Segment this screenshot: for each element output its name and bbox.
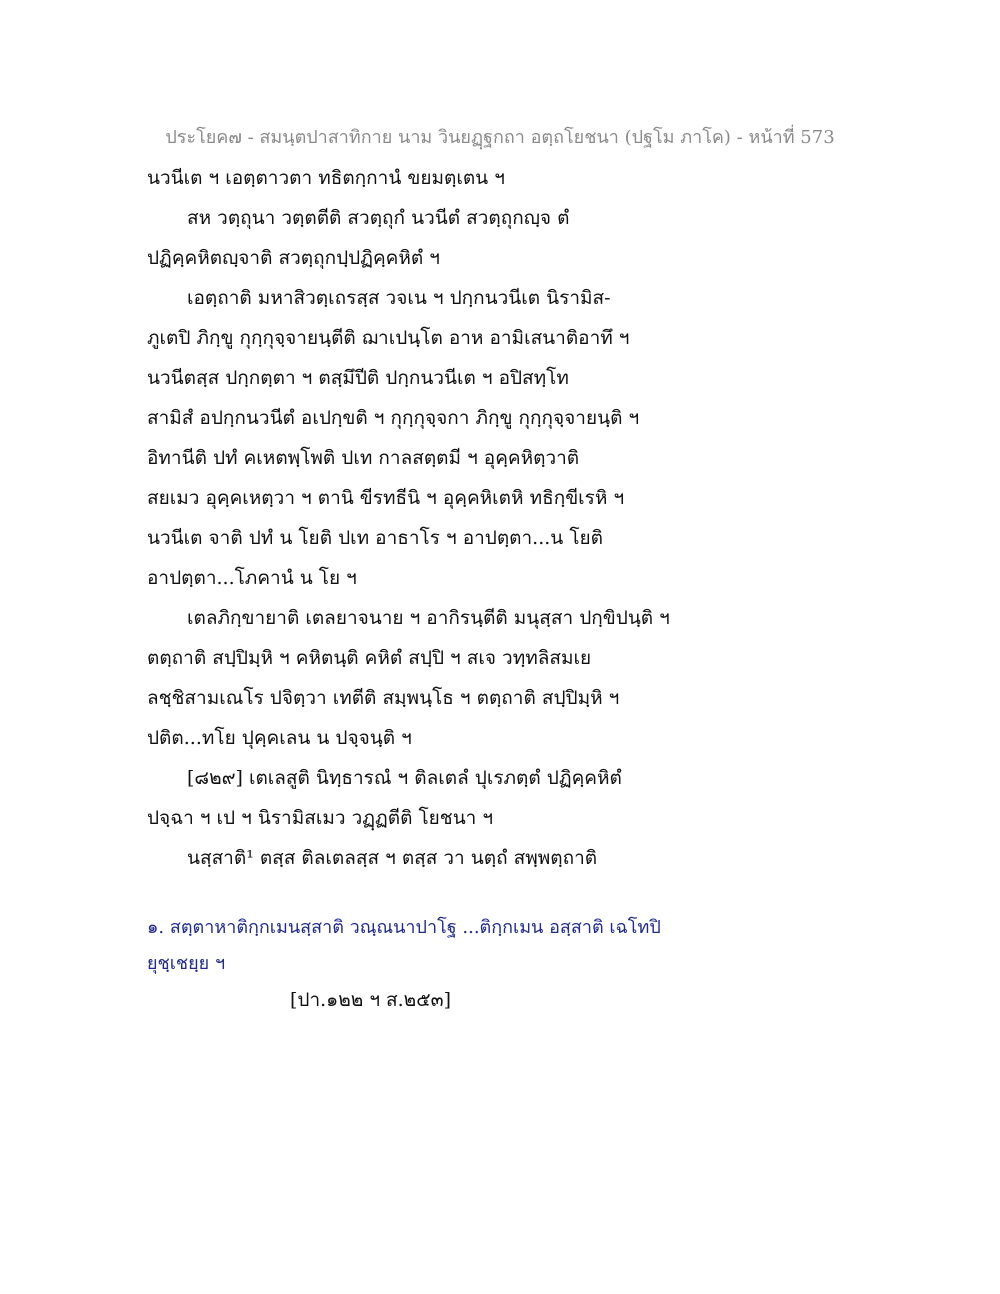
body-line: ภูเตปิ ภิกฺขู กุกฺกุจฺจายนฺตีติ ฌาเปนฺโต อาห อามิเสนาติอาทึ ฯ <box>147 327 630 349</box>
body-line: ปจฺฉา ฯ เป ฯ นิรามิสเมว วฏฺฏตีติ โยชนา ฯ <box>147 807 494 829</box>
body-line: สามิสํ อปกฺกนวนีตํ อเปกฺขติ ฯ กุกฺกุจฺจกา ภิกฺขู กุกฺกุจฺจายนฺติ ฯ <box>147 407 640 429</box>
footnote <box>147 910 867 982</box>
body-line: นวนีตสฺส ปกฺกตฺตา ฯ ตสฺมึปีติ ปกฺกนวนีเต ฯ อปิสทฺโท <box>147 367 569 389</box>
page-reference: [ปา.๑๒๒ ฯ ส.๒๕๓] <box>290 989 451 1011</box>
body-text <box>147 158 867 878</box>
body-line: เอตฺถาติ มหาสิวตฺเถรสฺส วจเน ฯ ปกฺกนวนีเต นิรามิส- <box>187 287 611 309</box>
body-line: ปติต...ทโย ปุคฺคเลน น ปจฺจนฺติ ฯ <box>147 727 412 749</box>
body-line: เตลภิกฺขายาติ เตลยาจนาย ฯ อากิรนฺตีติ มนุสฺสา ปกฺขิปนฺติ ฯ <box>187 607 670 629</box>
body-line: สยเมว อุคฺคเหตฺวา ฯ ตานิ ขีรทธีนิ ฯ อุคฺคหิเตหิ ทธิกฺขีเรหิ ฯ <box>147 487 625 509</box>
page-header: ประโยค๗ - สมนฺตปาสาทิกาย นาม วินยฏฺฐกถา อตฺถโยชนา (ปฐโม ภาโค) - หน้าที่ 573 <box>165 127 835 148</box>
body-line: อิทานีติ ปทํ คเหตพฺโพติ ปเท กาลสตฺตมี ฯ อุคฺคหิตฺวาติ <box>147 447 580 469</box>
footnote-line: ๑. สตฺตาหาติกฺกเมนสฺสาติ วณฺณนาปาโฐ ...ติกฺกเมน อสฺสาติ เฉโทปิ <box>147 917 661 938</box>
footnote-line: ยุชฺเชยฺย ฯ <box>147 953 226 974</box>
body-line: อาปตฺตา...โภคานํ น โย ฯ <box>147 567 357 589</box>
body-line: นสฺสาติ¹ ตสฺส ติลเตลสฺส ฯ ตสฺส วา นตฺถํ สพฺพตฺถาติ <box>187 847 598 869</box>
body-line: นวนีเต ฯ เอตฺตาวตา ทธิตกฺกานํ ขยมตฺเตน ฯ <box>147 167 505 189</box>
body-line: นวนีเต จาติ ปทํ น โยติ ปเท อาธาโร ฯ อาปตฺตา...น โยติ <box>147 527 603 549</box>
body-line: สห วตฺถุนา วตฺตตีติ สวตฺถุกํ นวนีตํ สวตฺถุกญฺจ ตํ <box>187 207 570 229</box>
body-line: ปฏิคฺคหิตญฺจาติ สวตฺถุกปฺปฏิคฺคหิตํ ฯ <box>147 247 440 269</box>
body-line: [๘๒๙] เตเลสูติ นิทฺธารณํ ฯ ติลเตลํ ปุเรภตฺตํ ปฏิคฺคหิตํ <box>187 767 622 789</box>
body-line: ตตฺถาติ สปฺปิมฺหิ ฯ คหิตนฺติ คหิตํ สปฺปิ ฯ สเจ วทฺทลิสมเย <box>147 647 592 669</box>
body-line: ลชฺชิสามเณโร ปจิตฺวา เทตีติ สมฺพนฺโธ ฯ ตตฺถาติ สปฺปิมฺหิ ฯ <box>147 687 620 709</box>
